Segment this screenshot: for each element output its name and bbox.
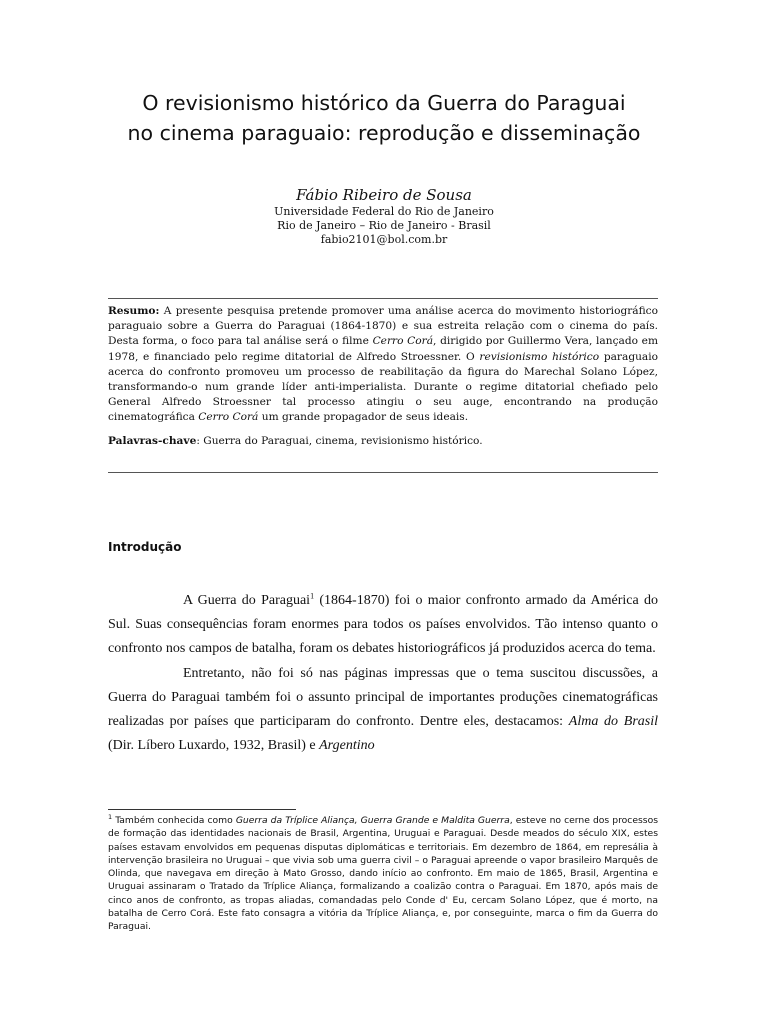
body-text bbox=[108, 589, 658, 758]
keywords bbox=[108, 434, 658, 449]
abstract-term: revisionismo histórico bbox=[479, 350, 600, 363]
abstract-bottom-rule bbox=[108, 472, 658, 473]
title-line-1: O revisionismo histórico da Guerra do Paraguai bbox=[142, 91, 626, 115]
keywords-label: Palavras-chave bbox=[108, 435, 197, 447]
section-heading-introducao: Introdução bbox=[108, 540, 182, 554]
footnote-text-2: , esteve no cerne dos processos de formação das identidades nacionais de Brasil, Argentina, Uruguai e Paraguai. Desde meados do século XIX, estes países estavam envolvidos em pequenas disputas diplomáticas e territoriais. Em dezembro de 1864, em represália à intervenção brasileira no Uruguai – que vivia sob uma guerra civil – o Paraguai apreende o vapor brasileiro Marquês de Olinda, que navegava em direção à Mato Grosso, dando início ao confronto. Em maio de 1865, Brasil, Argentina e Uruguai assinaram o Tratado da Tríplice Aliança, formalizando a coalizão contra o Paraguai. Em 1870, após mais de cinco anos de confronto, as tropas aliadas, comandadas pelo Conde d' Eu, cercam Solano López, que é morto, na batalha de Cerro Corá. Este fato consagra a vitória da Tríplice Aliança, e, por conseguinte, marca o fim da Guerra do Paraguai. bbox=[108, 815, 658, 933]
keywords-text: : Guerra do Paraguai, cinema, revisionismo histórico. bbox=[196, 435, 483, 447]
p1-text-a: A Guerra do Paraguai bbox=[183, 593, 311, 608]
title-line-2: no cinema paraguaio: reprodução e disseminação bbox=[127, 121, 641, 145]
footnote-mark: 1 bbox=[108, 812, 113, 821]
abstract bbox=[108, 304, 658, 426]
footnote-ref-1[interactable]: 1 bbox=[310, 591, 315, 601]
author-name: Fábio Ribeiro de Sousa bbox=[296, 186, 472, 204]
footnote-text-1: Também conhecida como bbox=[112, 815, 236, 826]
abstract-text-3: paraguaio acerca do confronto promoveu um processo de reabilitação da figura do Marechal Solano López, transformando-o num grande líder anti-imperialista. Durante o regime ditatorial chefiado pelo General Alfredo Stroessner tal processo atingiu o seu auge, encontrando na produção cinematográfica bbox=[108, 350, 659, 424]
p2-text-a: Entretanto, não foi só nas páginas impressas que o tema suscitou discussões, a Guerra do Paraguai também foi o assunto principal de importantes produções cinematográficas realizadas por países que participaram do confronto. Dentre eles, destacamos: bbox=[108, 665, 658, 730]
author-institution: Universidade Federal do Rio de Janeiro bbox=[274, 205, 494, 218]
abstract-label: Resumo: bbox=[108, 305, 160, 317]
footnote-rule bbox=[108, 809, 296, 810]
footnote-war-names: Guerra da Tríplice Aliança, Guerra Grande e Maldita Guerra bbox=[235, 815, 510, 826]
film-title-alma-do-brasil: Alma do Brasil bbox=[568, 714, 658, 730]
author-email[interactable]: fabio2101@bol.com.br bbox=[320, 233, 448, 246]
abstract-text-1: A presente pesquisa pretende promover uma análise acerca do movimento historiográfico paraguaio sobre a Guerra do Paraguai (1864-1870) e sua estreita relação com o cinema do país. Desta forma, o foco para tal análise será o filme bbox=[108, 305, 658, 348]
body-paragraph-1 bbox=[108, 589, 658, 662]
abstract-text-2: , dirigido por Guillermo Vera, lançado em 1978, e financiado pelo regime ditatorial de Alfredo Stroessner. O bbox=[108, 335, 659, 363]
body-paragraph-2 bbox=[108, 662, 658, 759]
p1-text-b: (1864-1870) foi o maior confronto armado da América do Sul. Suas consequências foram enormes para todos os países envolvidos. Tão intenso quanto o confronto nos campos de batalha, foram os debates historiográficos já produzidos acerca do tema. bbox=[108, 593, 658, 657]
abstract-text-4: um grande propagador de seus ideais. bbox=[258, 411, 469, 424]
abstract-film-title-2: Cerro Corá bbox=[198, 411, 259, 424]
p2-text-b: (Dir. Líbero Luxardo, 1932, Brasil) e bbox=[108, 738, 320, 754]
paper-title bbox=[100, 88, 668, 148]
abstract-film-title-1: Cerro Corá bbox=[372, 335, 434, 348]
footnote-1 bbox=[108, 814, 658, 934]
film-title-argentino: Argentino bbox=[319, 738, 375, 754]
abstract-top-rule bbox=[108, 298, 658, 299]
author-block bbox=[100, 185, 668, 247]
author-location: Rio de Janeiro – Rio de Janeiro - Brasil bbox=[277, 219, 491, 232]
